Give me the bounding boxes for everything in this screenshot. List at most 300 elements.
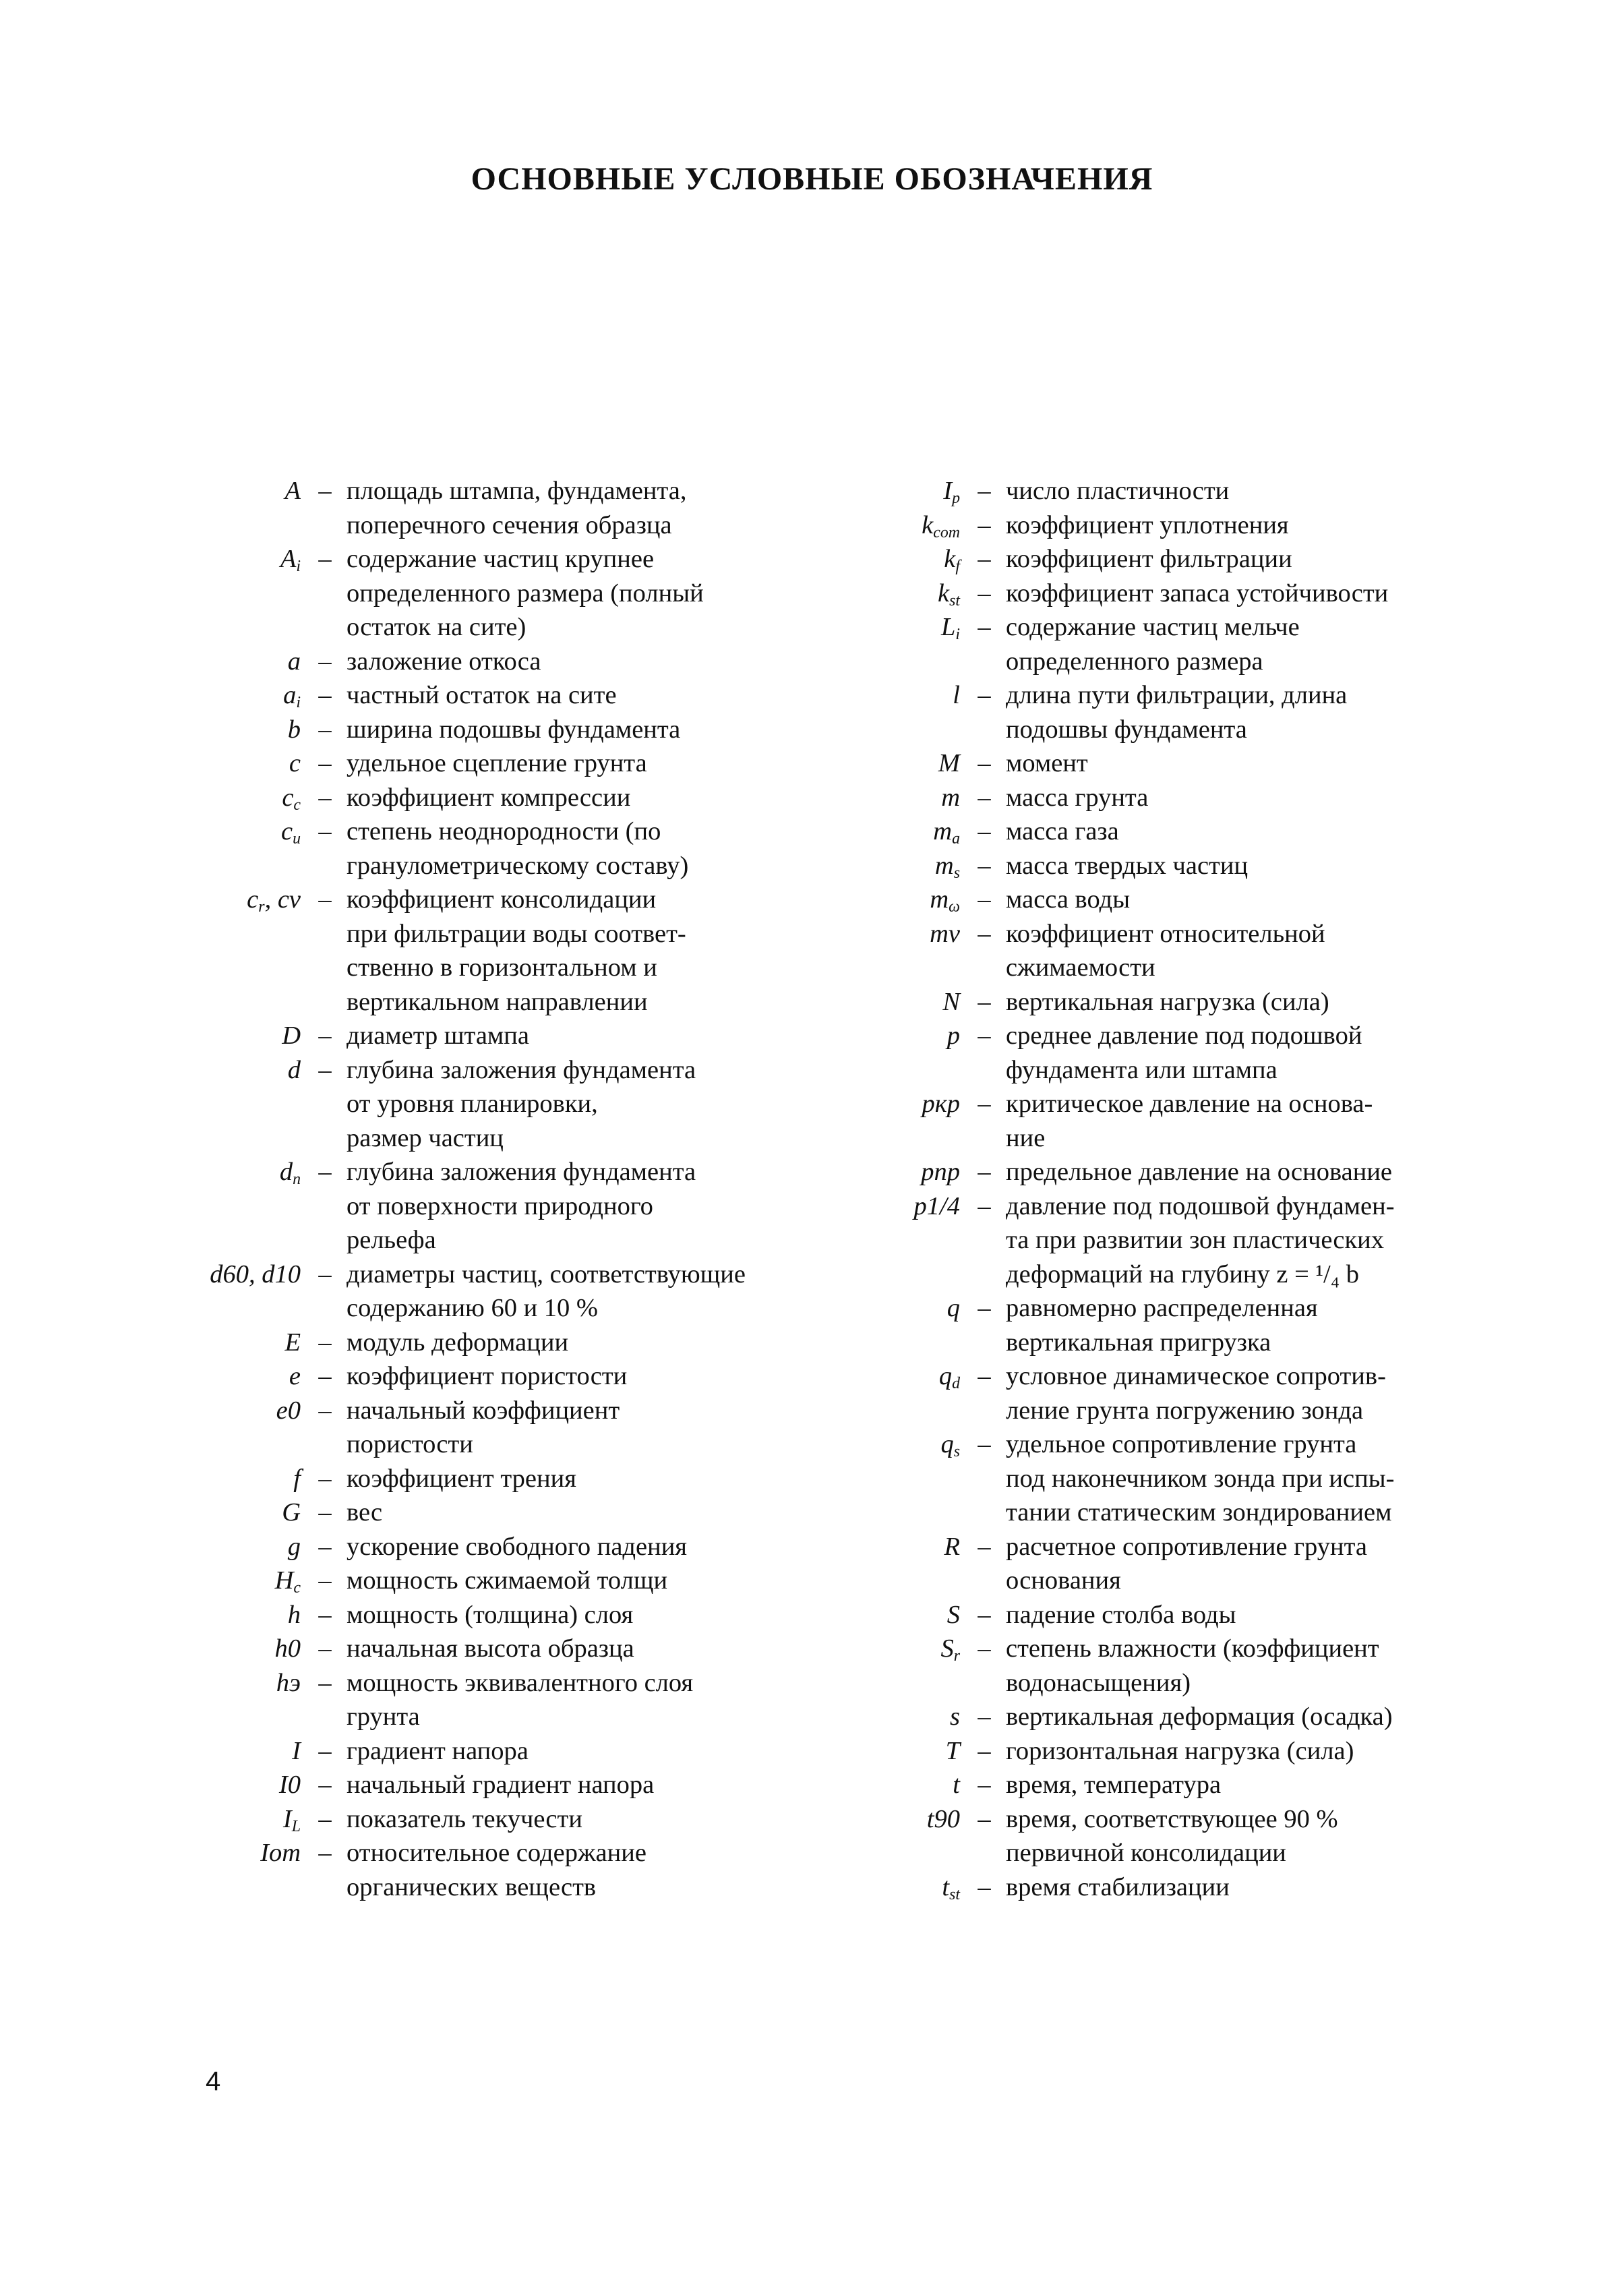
symbol	[115, 1530, 303, 1564]
symbol-base: A	[280, 545, 297, 573]
symbol-base: A	[284, 477, 301, 505]
symbol-subscript: d	[952, 1374, 960, 1392]
dash-separator: –	[318, 783, 332, 812]
symbol-entry	[826, 1359, 1540, 1427]
symbol-subscript: c	[293, 796, 301, 814]
dash-separator: –	[318, 647, 332, 676]
symbol	[115, 1836, 303, 1904]
symbol-base: D	[282, 1021, 301, 1050]
dash-separator: –	[318, 1260, 332, 1288]
dash-separator: –	[978, 1771, 991, 1799]
symbol-description: градиент напора	[347, 1736, 529, 1765]
symbol	[826, 1768, 963, 1802]
symbol-base: Iот	[260, 1839, 301, 1867]
symbol-description: коэффициент консолидации при фильтрации воды соответ- ственно в горизонтальном и вертикальном направлении	[347, 885, 686, 1016]
dash-separator: –	[978, 783, 991, 812]
symbol-entry	[826, 576, 1540, 611]
symbol-base: t	[953, 1771, 960, 1799]
symbol-subscript: u	[293, 829, 301, 848]
symbol	[115, 645, 303, 679]
symbol-description: содержание частиц крупнее определенного размера (полный остаток на сите)	[347, 545, 704, 641]
symbol-entry	[115, 883, 829, 1019]
symbol-entry	[826, 883, 1540, 917]
symbol-description: глубина заложения фундамента от уровня планировки, размер частиц	[347, 1055, 696, 1152]
symbol-entry	[826, 1700, 1540, 1734]
dash-separator: –	[978, 477, 991, 505]
symbol-tail: , cv	[264, 885, 301, 914]
symbol	[115, 1359, 303, 1394]
symbol-description: мощность сжимаемой толщи	[347, 1566, 668, 1595]
symbol-description: условное динамическое сопротив- ление грунта погружению зонда	[1006, 1362, 1386, 1425]
symbol-entry	[826, 1802, 1540, 1870]
symbol-subscript: f	[955, 557, 960, 575]
symbol-entry	[826, 1019, 1540, 1087]
symbol-base: M	[938, 749, 960, 777]
symbol-entry	[826, 1427, 1540, 1530]
symbol-base: d	[279, 1158, 293, 1186]
symbol-subscript: a	[952, 829, 960, 848]
symbol-base: p	[946, 1021, 960, 1050]
symbol-base: m	[941, 783, 960, 812]
dash-separator: –	[978, 919, 991, 948]
symbol-entry	[115, 1836, 829, 1904]
symbol	[826, 508, 963, 543]
dash-separator: –	[318, 1464, 332, 1493]
symbol	[115, 1495, 303, 1530]
symbol	[115, 678, 303, 713]
symbol-entry	[826, 508, 1540, 543]
symbol	[826, 1155, 963, 1189]
symbol	[826, 849, 963, 883]
symbol	[115, 1019, 303, 1053]
dash-separator: –	[318, 1532, 332, 1561]
dash-separator: –	[318, 477, 332, 505]
symbol-description: вертикальная нагрузка (сила)	[1006, 987, 1329, 1016]
symbol-description: ширина подошвы фундамента	[347, 715, 681, 744]
symbol-subscript: i	[296, 557, 301, 575]
dash-separator: –	[318, 1396, 332, 1425]
symbol-base: e0	[276, 1396, 301, 1425]
symbol-base: I0	[278, 1771, 301, 1799]
symbol-base: p1/4	[913, 1191, 960, 1220]
dash-separator: –	[318, 1634, 332, 1663]
symbol-base: h	[287, 1600, 301, 1629]
symbol	[826, 1019, 963, 1087]
symbol-entry	[826, 1087, 1540, 1155]
symbol-description: коэффициент компрессии	[347, 783, 631, 812]
symbol-base: k	[944, 545, 956, 573]
dash-separator: –	[978, 545, 991, 573]
symbol	[826, 678, 963, 746]
symbol-description: модуль деформации	[347, 1328, 569, 1357]
symbol-entry	[115, 474, 829, 542]
symbol-description: вес	[347, 1498, 383, 1527]
symbol-description: относительное содержание органических веществ	[347, 1839, 646, 1901]
dash-separator: –	[978, 1191, 991, 1220]
dash-separator: –	[318, 681, 332, 709]
symbol-base: S	[946, 1600, 960, 1629]
symbol-entry	[826, 781, 1540, 815]
symbol-description: масса газа	[1006, 817, 1119, 846]
symbol-entry	[115, 1053, 829, 1156]
symbol-description: коэффициент запаса устойчивости	[1006, 579, 1389, 608]
dash-separator: –	[318, 715, 332, 744]
symbol-description: коэффициент уплотнения	[1006, 510, 1289, 539]
symbol-entry	[115, 814, 829, 883]
symbol-base: k	[922, 510, 934, 539]
symbol-subscript: com	[933, 523, 960, 541]
dash-separator: –	[318, 1362, 332, 1390]
symbol-entry	[115, 1326, 829, 1360]
dash-separator: –	[318, 1668, 332, 1697]
dash-separator: –	[978, 1430, 991, 1458]
symbol-base: c	[280, 817, 293, 846]
symbol-description: мощность (толщина) слоя	[347, 1600, 634, 1629]
symbol-base: m	[934, 851, 954, 880]
symbol	[115, 713, 303, 747]
symbol	[826, 1700, 963, 1734]
dash-separator: –	[318, 1839, 332, 1867]
symbol	[115, 1053, 303, 1156]
symbol	[115, 1462, 303, 1496]
symbol-description: заложение откоса	[347, 647, 541, 676]
symbol-base: c	[282, 783, 294, 812]
dash-separator: –	[978, 817, 991, 846]
symbol	[826, 1802, 963, 1870]
dash-separator: –	[318, 1804, 332, 1833]
dash-separator: –	[318, 545, 332, 573]
symbol-base: I	[282, 1804, 292, 1833]
symbol-description: коэффициент фильтрации	[1006, 545, 1292, 573]
symbol-subscript: st	[949, 591, 960, 610]
symbol-entry	[826, 1734, 1540, 1769]
symbol-base: mv	[930, 919, 960, 948]
dash-separator: –	[978, 749, 991, 777]
symbol-description: начальный коэффициент пористости	[347, 1396, 620, 1458]
symbol	[826, 1598, 963, 1632]
symbol-base: E	[284, 1328, 301, 1357]
symbol-description: начальная высота образца	[347, 1634, 634, 1663]
symbol-base: t	[942, 1872, 950, 1901]
symbol-description: число пластичности	[1006, 477, 1230, 505]
dash-separator: –	[978, 613, 991, 641]
symbol-subscript: p	[952, 489, 960, 507]
symbol-description: среднее давление под подошвой фундамента или штампа	[1006, 1021, 1362, 1084]
dash-separator: –	[978, 1158, 991, 1186]
symbol-subscript: st	[949, 1885, 960, 1903]
symbol-description: момент	[1006, 749, 1088, 777]
symbol	[115, 1394, 303, 1462]
symbol-subscript: s	[953, 1442, 960, 1460]
symbol-description: предельное давление на основание	[1006, 1158, 1393, 1186]
symbol-subscript: ω	[949, 897, 960, 916]
symbol-entry	[115, 1155, 829, 1257]
symbol-subscript: n	[293, 1170, 301, 1188]
symbol-base: a	[287, 647, 301, 676]
dash-separator: –	[318, 1736, 332, 1765]
dash-separator: –	[318, 1600, 332, 1629]
symbol-description: коэффициент трения	[347, 1464, 576, 1493]
symbol-subscript: c	[293, 1578, 301, 1597]
symbol-subscript: r	[258, 897, 265, 916]
symbol-base: R	[944, 1532, 960, 1561]
symbol-entry	[826, 1291, 1540, 1359]
symbol-base: d60, d10	[210, 1260, 301, 1288]
symbol-entry	[115, 1530, 829, 1564]
dash-separator: –	[978, 1532, 991, 1561]
symbol	[826, 985, 963, 1019]
dash-separator: –	[978, 1294, 991, 1322]
symbol	[826, 1291, 963, 1359]
symbol	[115, 814, 303, 883]
dash-separator: –	[978, 1600, 991, 1629]
symbol-description: мощность эквивалентного слоя грунта	[347, 1668, 694, 1731]
symbol-base: S	[940, 1634, 954, 1663]
symbol	[115, 1632, 303, 1666]
symbol-base: pкр	[922, 1090, 960, 1118]
dash-separator: –	[978, 1736, 991, 1765]
symbol	[115, 1734, 303, 1769]
symbol-entry	[826, 1189, 1540, 1292]
symbol-entry	[826, 1632, 1540, 1700]
symbol-base: f	[293, 1464, 301, 1493]
symbol-entry	[115, 1257, 829, 1326]
symbol-description: удельное сопротивление грунта под наконечником зонда при испы- тании статическим зондированием	[1006, 1430, 1395, 1527]
symbol	[115, 1802, 303, 1837]
symbol-entry	[115, 713, 829, 747]
symbol-entry	[115, 1802, 829, 1837]
symbol-description: равномерно распределенная вертикальная пригрузка	[1006, 1294, 1318, 1357]
symbol-description: диаметры частиц, соответствующие содержанию 60 и 10 %	[347, 1260, 746, 1322]
symbol	[115, 1564, 303, 1598]
symbol-base: s	[950, 1702, 960, 1731]
symbol-subscript: L	[291, 1817, 301, 1835]
symbol	[115, 1155, 303, 1257]
symbol	[115, 781, 303, 815]
symbol-entry	[115, 1359, 829, 1394]
symbol-entry	[826, 678, 1540, 746]
symbol	[826, 1632, 963, 1700]
symbol-description: глубина заложения фундамента от поверхности природного рельефа	[347, 1158, 696, 1254]
dash-separator: –	[978, 987, 991, 1016]
symbol-base: k	[937, 579, 950, 608]
symbol	[826, 576, 963, 611]
symbol-entry	[826, 985, 1540, 1019]
symbol-entry	[115, 1598, 829, 1632]
symbol	[115, 1257, 303, 1326]
symbol-base: g	[287, 1532, 301, 1561]
symbol-entry	[115, 1632, 829, 1666]
symbol-entry	[826, 814, 1540, 849]
symbol	[826, 474, 963, 508]
dash-separator: –	[318, 749, 332, 777]
symbol-entry	[826, 1155, 1540, 1189]
symbol	[115, 746, 303, 781]
symbol-description: коэффициент пористости	[347, 1362, 628, 1390]
symbol-description: удельное сцепление грунта	[347, 749, 647, 777]
symbol-subscript: i	[955, 625, 960, 643]
dash-separator: –	[318, 1055, 332, 1084]
symbol-description: масса воды	[1006, 885, 1131, 914]
symbol-description: падение столба воды	[1006, 1600, 1236, 1629]
dash-separator: –	[318, 1566, 332, 1595]
dash-separator: –	[978, 885, 991, 914]
symbol-entry	[115, 678, 829, 713]
symbol-base: G	[282, 1498, 301, 1527]
symbol	[826, 883, 963, 917]
symbol-entry	[115, 1394, 829, 1462]
symbol-description: критическое давление на основа- ние	[1006, 1090, 1373, 1152]
symbol-entry	[826, 1598, 1540, 1632]
symbol-entry	[115, 645, 829, 679]
symbol-description: площадь штампа, фундамента, поперечного сечения образца	[347, 477, 687, 539]
dash-separator: –	[318, 1021, 332, 1050]
symbol	[826, 814, 963, 849]
symbol-base: b	[287, 715, 301, 744]
symbol-base: I	[943, 477, 953, 505]
dash-separator: –	[978, 1362, 991, 1390]
symbol-entry	[115, 1019, 829, 1053]
symbol-base: c	[247, 885, 259, 914]
symbol	[826, 781, 963, 815]
dash-separator: –	[318, 885, 332, 914]
symbol-entry	[115, 781, 829, 815]
symbols-list-left	[115, 474, 829, 1904]
symbol-entry	[115, 1666, 829, 1734]
symbol-entry	[826, 849, 1540, 883]
symbol-subscript: r	[953, 1647, 960, 1665]
symbol-base: hэ	[276, 1668, 301, 1697]
symbol-description: расчетное сопротивление грунта основания	[1006, 1532, 1367, 1595]
symbol-entry	[826, 1768, 1540, 1802]
symbol-entry	[826, 542, 1540, 576]
symbol-entry	[115, 542, 829, 645]
symbol-description: горизонтальная нагрузка (сила)	[1006, 1736, 1354, 1765]
symbol-base: h0	[274, 1634, 301, 1663]
dash-separator: –	[978, 1702, 991, 1731]
symbol	[115, 1768, 303, 1802]
dash-separator: –	[978, 1804, 991, 1833]
symbol-base: q	[938, 1362, 953, 1390]
symbol	[826, 746, 963, 781]
symbol-entry	[115, 746, 829, 781]
symbol-description: вертикальная деформация (осадка)	[1006, 1702, 1393, 1731]
symbol	[115, 474, 303, 542]
dash-separator: –	[318, 817, 332, 846]
symbol	[826, 917, 963, 985]
symbol-description: частный остаток на сите	[347, 681, 617, 709]
symbol	[826, 1087, 963, 1155]
symbol-entry	[115, 1768, 829, 1802]
symbol-description: диаметр штампа	[347, 1021, 529, 1050]
symbol	[115, 542, 303, 645]
symbol-base: q	[946, 1294, 960, 1322]
page-number: 4	[206, 2067, 221, 2096]
symbol-description: длина пути фильтрации, длина подошвы фундамента	[1006, 681, 1348, 744]
dash-separator: –	[978, 1634, 991, 1663]
symbol-base: t90	[926, 1804, 960, 1833]
symbol-base: m	[930, 885, 949, 914]
symbol-base: T	[945, 1736, 960, 1765]
symbol-description: время, соответствующее 90 % первичной консолидации	[1006, 1804, 1338, 1867]
symbol-base: e	[289, 1362, 301, 1390]
symbol	[115, 883, 303, 1019]
dash-separator: –	[978, 1021, 991, 1050]
symbol	[115, 1326, 303, 1360]
symbol-description: масса грунта	[1006, 783, 1149, 812]
symbol-base: d	[287, 1055, 301, 1084]
symbol-description: ускорение свободного падения	[347, 1532, 688, 1561]
dash-separator: –	[318, 1498, 332, 1527]
symbol-base: q	[940, 1430, 954, 1458]
symbol	[826, 1427, 963, 1530]
symbol	[826, 1189, 963, 1292]
symbol-base: N	[942, 987, 960, 1016]
symbol	[826, 1359, 963, 1427]
symbol-entry	[115, 1734, 829, 1769]
symbol-base: pпр	[921, 1158, 960, 1186]
symbol-description: степень влажности (коэффициент водонасыщения)	[1006, 1634, 1379, 1697]
symbol-subscript: i	[296, 693, 301, 711]
symbol-entry	[115, 1564, 829, 1598]
symbol-entry	[115, 1462, 829, 1496]
symbol-base: I	[292, 1736, 301, 1765]
symbol-description: степень неоднородности (по гранулометрическому составу)	[347, 817, 689, 880]
dash-separator: –	[318, 1328, 332, 1357]
symbol	[115, 1598, 303, 1632]
symbol-description: показатель текучести	[347, 1804, 582, 1833]
symbol-entry	[826, 917, 1540, 985]
symbol-base: L	[940, 613, 956, 641]
dash-separator: –	[978, 1872, 991, 1901]
dash-separator: –	[978, 510, 991, 539]
symbol-base: m	[933, 817, 953, 846]
symbol-description: масса твердых частиц	[1006, 851, 1249, 880]
symbol-entry	[826, 610, 1540, 678]
symbol	[826, 610, 963, 678]
symbol-base: H	[274, 1566, 294, 1595]
symbol	[826, 1530, 963, 1598]
dash-separator: –	[978, 681, 991, 709]
symbols-list-right	[826, 474, 1540, 1904]
symbol-description: коэффициент относительной сжимаемости	[1006, 919, 1325, 982]
symbol-entry	[826, 1530, 1540, 1598]
symbol-base: a	[283, 681, 297, 709]
dash-separator: –	[978, 579, 991, 608]
symbol	[115, 1666, 303, 1734]
symbol	[826, 1870, 963, 1905]
dash-separator: –	[318, 1158, 332, 1186]
symbol-base: c	[289, 749, 301, 777]
dash-separator: –	[978, 1090, 991, 1118]
symbol-description: начальный градиент напора	[347, 1771, 655, 1799]
symbol-subscript: s	[953, 864, 960, 882]
page-title: ОСНОВНЫЕ УСЛОВНЫЕ ОБОЗНАЧЕНИЯ	[471, 161, 1153, 197]
symbol-description: содержание частиц мельче определенного размера	[1006, 613, 1300, 676]
symbol-entry	[115, 1495, 829, 1530]
symbol	[826, 542, 963, 576]
dash-separator: –	[978, 851, 991, 880]
symbol-entry	[826, 746, 1540, 781]
dash-separator: –	[318, 1771, 332, 1799]
symbol-description: время стабилизации	[1006, 1872, 1230, 1901]
symbol-entry	[826, 1870, 1540, 1905]
symbol-entry	[826, 474, 1540, 508]
symbol	[826, 1734, 963, 1769]
symbol-description: давление под подошвой фундамен- та при развитии зон пластических деформаций на глубину z = ¹/₄ b	[1006, 1191, 1395, 1288]
symbol-base: l	[953, 681, 960, 709]
symbol-description: время, температура	[1006, 1771, 1222, 1799]
